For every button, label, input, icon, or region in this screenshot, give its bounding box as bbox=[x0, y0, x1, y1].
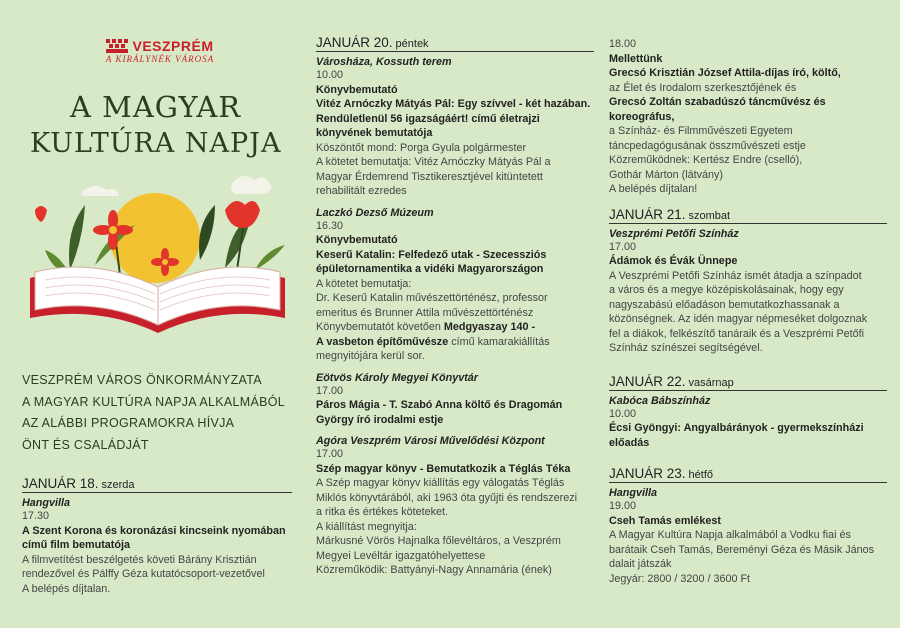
event-block: Laczkó Dezső Múzeum 16.30 Könyvbemutató Keserű Katalin: Felfedező utak - Szecessziós épületornamentika a vidéki Magyarországon A kötetet bemutatja: Dr. Keserű Katalin művészettörténész, professor emeritus és Brunner Attila művészettörténész Könyvbemutatót követően Medgyaszay 140 - A vasbeton építőművésze című kamarakiállítás megnyitójára kerül sor. bbox=[316, 206, 550, 362]
cloud-icon bbox=[81, 186, 119, 196]
event-title: című film bemutatója bbox=[22, 539, 130, 551]
intro-line: A MAGYAR KULTÚRA NAPJA ALKALMÁBÓL bbox=[22, 394, 286, 409]
intro-text bbox=[22, 370, 302, 456]
veszprem-logo bbox=[95, 38, 225, 64]
day-header: JANUÁR 22. vasárnap bbox=[609, 374, 887, 391]
day-jan21: JANUÁR 21. szombat Veszprémi Petőfi Színház 17.00 Ádámok és Évák Ünnepe A Veszprémi Petőfi Színház ismét átadja a színpadot a város és a megye középiskolásainak, hogy egy nagyszabású előadáson bemutatkozhassanak a közönségnek. Az idén magyar népmeséket dolgoznak fel a diákok, felkészítő tanáraik és a Veszprémi Petőfi Színház színészei segítségével. bbox=[609, 207, 887, 356]
event-text: A belépés díjtalan. bbox=[22, 582, 111, 595]
crown-icon bbox=[106, 39, 128, 53]
event-block: Városháza, Kossuth terem 10.00 Könyvbemutató Vitéz Arnóczky Mátyás Pál: Egy szívvel - két hazában. Rendületlenül 56 igazságáért! című életrajzi könyvének bemutatója Köszöntőt mond: Porga Gyula polgármester A kötetet bemutatja: Vitéz Arnóczky Mátyás Pál a Magyar Érdemrend Tisztikeresztjével kitüntetett rehabilitált ezredes bbox=[316, 56, 591, 197]
event-title: A Szent Korona és koronázási kincseink nyomában bbox=[22, 524, 286, 537]
logo-name: VESZPRÉM bbox=[132, 38, 214, 54]
column-3 bbox=[609, 37, 887, 594]
day-jan18 bbox=[22, 476, 292, 596]
event-text: rendezővel és Pálffy Géza kutatócsoport-vezetővel bbox=[22, 568, 265, 580]
intro-line: ÖNT ÉS CSALÁDJÁT bbox=[22, 437, 149, 452]
intro-line: AZ ALÁBBI PROGRAMOKRA HÍVJA bbox=[22, 416, 235, 430]
event-text: A filmvetítést beszélgetés követi Bárány Krisztián bbox=[22, 553, 257, 566]
day-header: JANUÁR 21. szombat bbox=[609, 207, 887, 224]
intro-line: VESZPRÉM VÁROS ÖNKORMÁNYZATA bbox=[22, 373, 262, 387]
day-jan22: JANUÁR 22. vasárnap Kabóca Bábszínház 10.00 Écsi Gyöngyi: Angyalbárányok - gyermekszínházi előadás bbox=[609, 374, 887, 451]
cloud-icon bbox=[231, 176, 271, 194]
day-jan23: JANUÁR 23. hétfő Hangvilla 19.00 Cseh Tamás emlékest A Magyar Kultúra Napja alkalmából a Vodku fiai és barátaik Cseh Tamás, Bereményi Géza és Másik János dalait játszák Jegyár: 2800 / 3200 / 3600 Ft bbox=[609, 466, 887, 586]
title-line-1: A MAGYAR bbox=[70, 90, 242, 124]
event-block: Eötvös Károly Megyei Könyvtár 17.00 Páros Mágia - T. Szabó Anna költő és Dragomán György író irodalmi estje bbox=[316, 371, 563, 426]
venue: Hangvilla bbox=[22, 497, 71, 509]
book-flowers-illustration bbox=[25, 160, 290, 340]
event-block: 18.00 Mellettünk Grecsó Krisztián József Attila-díjas író, költő, az Élet és Irodalom szerkesztőjének és Grecsó Zoltán szabadúszó táncművész és koreográfus, a Színház- és Filmművészeti Egyetem táncpedagógusának összművészeti estje Közreműködnek: Kertész Endre (cselló), Gothár Márton (látvány) A belépés díjtalan! bbox=[609, 38, 841, 195]
logo-subtitle: A KIRÁLYNÉK VÁROSA bbox=[105, 54, 215, 64]
page-title bbox=[30, 90, 290, 159]
day-header: JANUÁR 20. péntek bbox=[316, 35, 594, 52]
sun-icon bbox=[110, 193, 200, 283]
day-jan20 bbox=[316, 35, 594, 586]
day-header: JANUÁR 23. hétfő bbox=[609, 466, 887, 483]
title-line-2: KULTÚRA NAPJA bbox=[30, 128, 282, 159]
time: 17.30 bbox=[22, 510, 50, 522]
event-block: Agóra Veszprém Városi Művelődési Központ 17.00 Szép magyar könyv - Bemutatkozik a Téglás Téka A Szép magyar könyv kiállítás egy válogatás Téglás Miklós könyvtárából, aki 1963 óta gyűjti és rendszerezi a ritka és értékes köteteket. A kiállítást megnyitja: Márkusné Vörös Hajnalka főlevéltáros, a Veszprém Megyei Levéltár igazgatóhelyettese Közreműködik: Battyányi-Nagy Annamária (ének) bbox=[316, 435, 578, 576]
day-header: JANUÁR 18. szerda bbox=[22, 476, 292, 493]
